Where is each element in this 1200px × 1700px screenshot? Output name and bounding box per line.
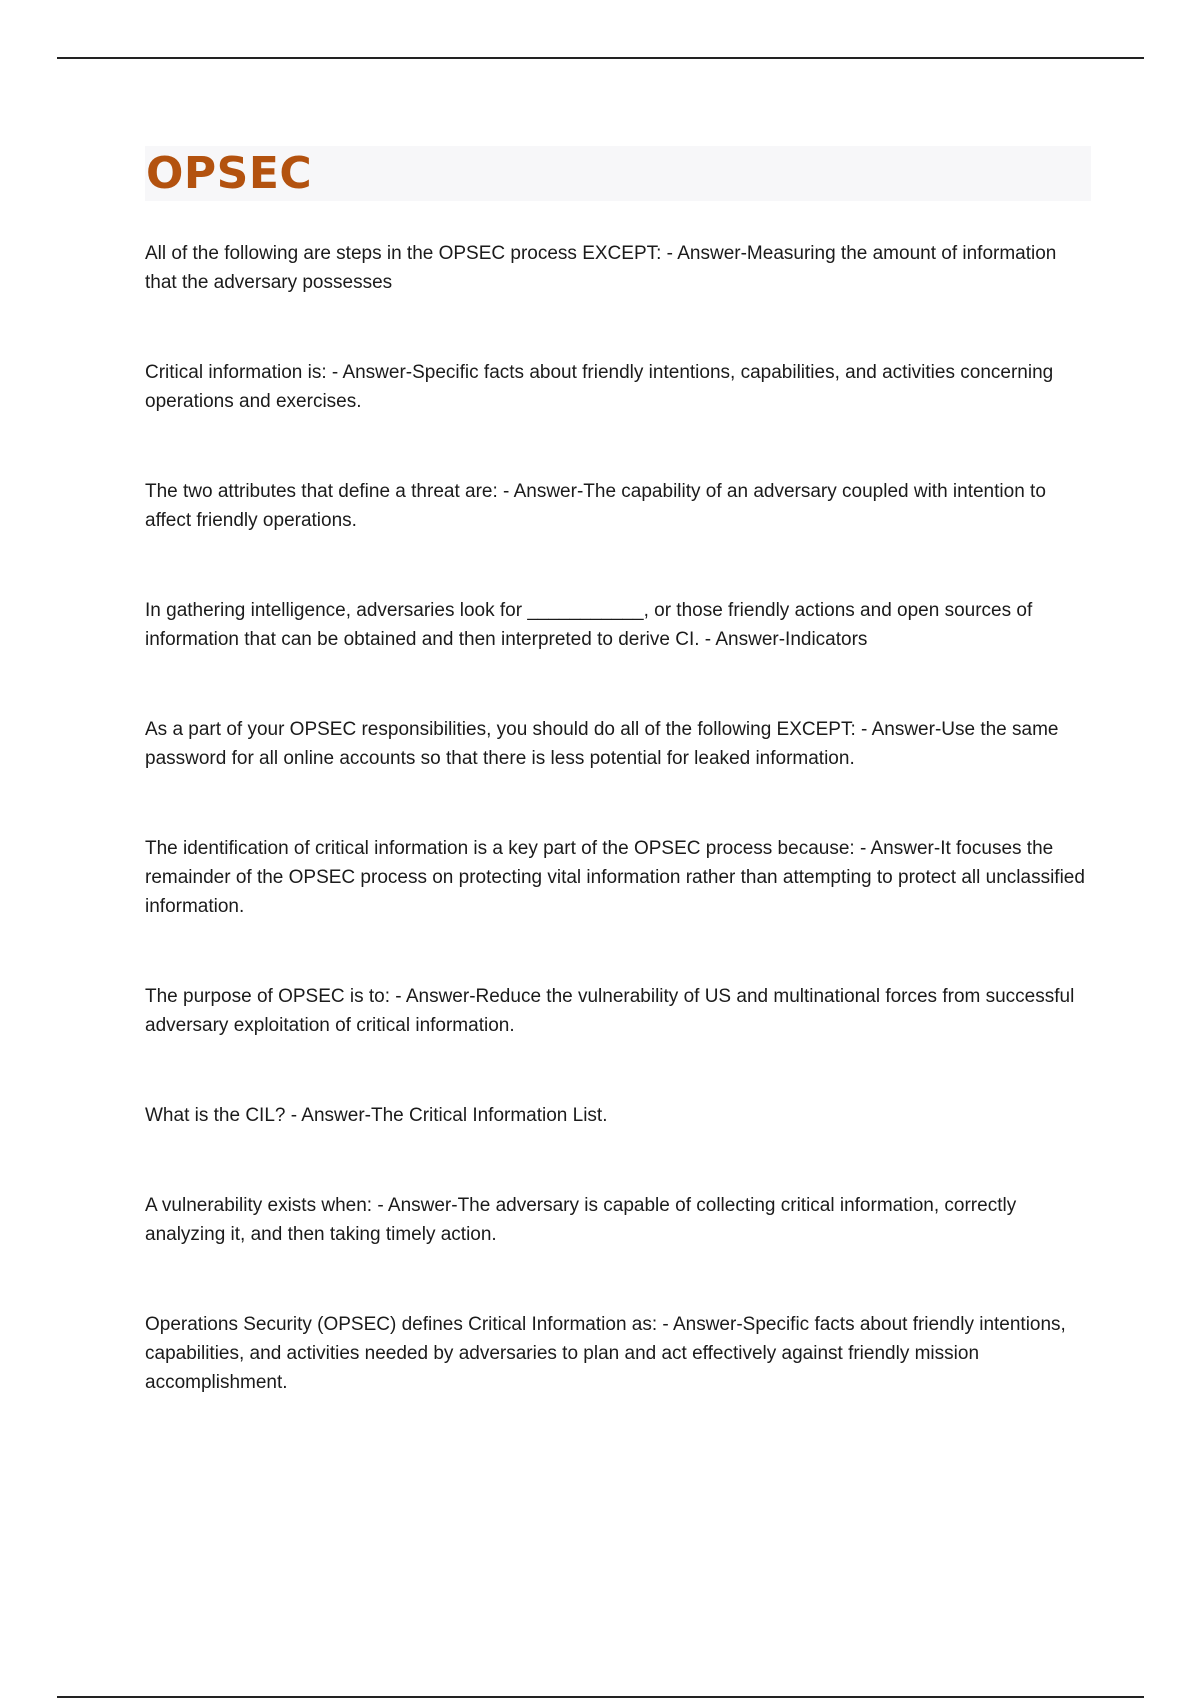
qa-item-9: A vulnerability exists when: - Answer-The adversary is capable of collecting critical information, correctly analyzing it, and then taking timely action. <box>145 1195 1022 1245</box>
title-band <box>145 146 1091 201</box>
document-content <box>145 146 1091 1458</box>
qa-item-6: The identification of critical information is a key part of the OPSEC process because: - Answer-It focuses the remainder of the OPSEC process on protecting vital information rather than attempting to protect all unclassified information. <box>145 838 1091 917</box>
bottom-rule <box>57 1696 1144 1698</box>
qa-item-3: The two attributes that define a threat are: - Answer-The capability of an adversary coupled with intention to affect friendly operations. <box>145 481 1052 531</box>
qa-item-4: In gathering intelligence, adversaries look for ___________, or those friendly actions and open sources of information that can be obtained and then interpreted to derive CI. - Answer-Indicators <box>145 600 1038 650</box>
qa-item-1: All of the following are steps in the OPSEC process EXCEPT: - Answer-Measuring the amount of information that the adversary possesses <box>145 243 1062 293</box>
qa-item-10: Operations Security (OPSEC) defines Critical Information as: - Answer-Specific facts about friendly intentions, capabilities, and activities needed by adversaries to plan and act effectively against friendly mission accomplishment. <box>145 1314 1072 1393</box>
qa-item-8: What is the CIL? - Answer-The Critical Information List. <box>145 1105 608 1126</box>
document-title: OPSEC <box>146 147 313 199</box>
top-rule <box>57 57 1144 59</box>
qa-item-5: As a part of your OPSEC responsibilities, you should do all of the following EXCEPT: - Answer-Use the same password for all online accounts so that there is less potential for leaked information. <box>145 719 1064 769</box>
qa-list <box>145 239 1091 1397</box>
qa-item-2: Critical information is: - Answer-Specific facts about friendly intentions, capabilities, and activities concerning operations and exercises. <box>145 362 1059 412</box>
qa-item-7: The purpose of OPSEC is to: - Answer-Reduce the vulnerability of US and multinational forces from successful adversary exploitation of critical information. <box>145 986 1080 1036</box>
